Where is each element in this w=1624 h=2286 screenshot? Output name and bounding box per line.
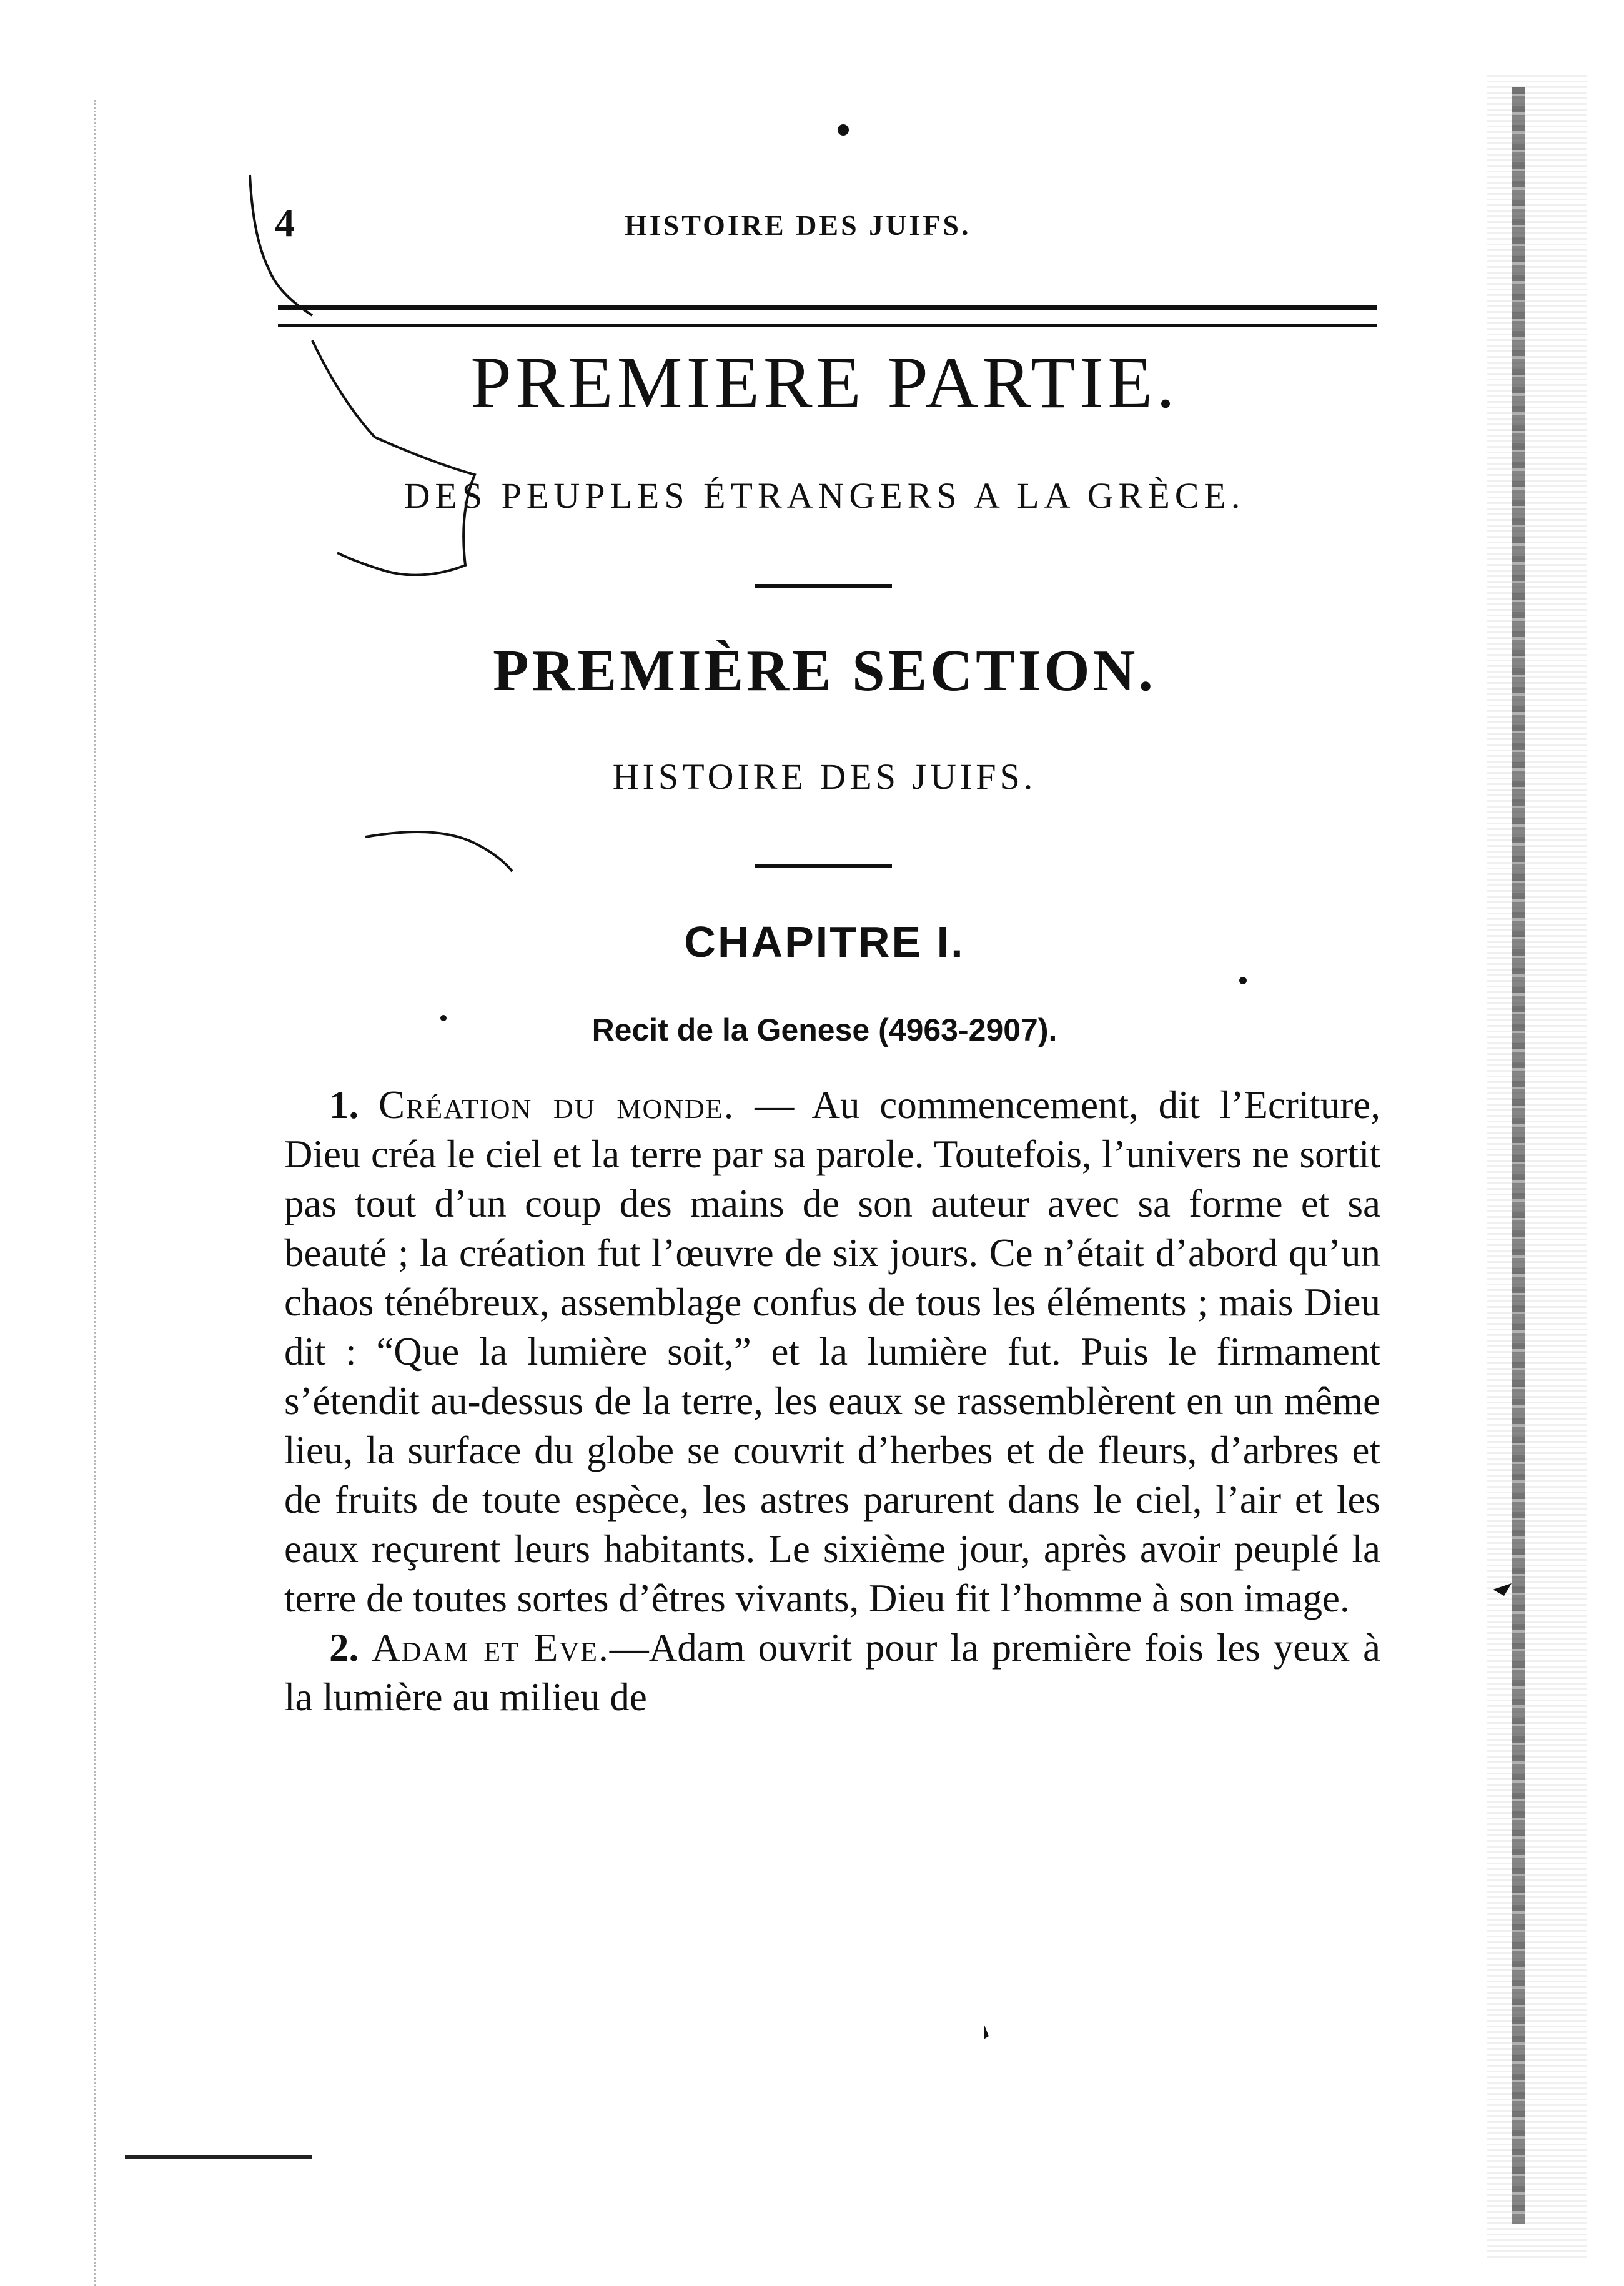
ink-dot (1239, 977, 1247, 984)
paragraph-text: — Au commencement, dit l’Ecriture, Dieu créa le ciel et la terre par sa parole. Toutefois, l’univers ne sortit pas tout d’un coup des mains de son auteur avec sa forme et sa beauté ; la création fut l’œuvre de six jours. Ce n’était d’abord qu’un chaos ténébreux, assemblage confus de tous les éléments ; mais Dieu dit : “Que la lumière soit,” et la lumière fut. Puis le firmament s’étendit au-dessus de la terre, les eaux se rassemblèrent en un même lieu, la surface du globe se couvrit d’herbes et de fleurs, d’arbres et de fruits de toute espèce, les astres parurent dans le ciel, l’air et les eaux reçurent leurs habitants. Le sixième jour, après avoir peuplé la terre de toutes sortes d’êtres vivants, Dieu fit l’homme à son image. (284, 1083, 1381, 1620)
chapter-subtitle: Recit de la Genese (4963-2907). (592, 1012, 1057, 1047)
paragraph-text: —Adam ouvrit pour la première fois les yeux à la lumière au milieu de (284, 1626, 1381, 1719)
section-title: PREMIÈRE SECTION. (493, 638, 1156, 703)
pen-stroke-middle (365, 832, 512, 871)
scan-right-edge (1487, 75, 1587, 2261)
scan-left-edge (94, 100, 121, 2286)
part-subtitle: DES PEUPLES ÉTRANGERS A LA GRÈCE. (404, 475, 1245, 516)
paragraph-number: 2. (329, 1626, 359, 1670)
paragraph-heading: Adam et Eve. (372, 1626, 610, 1670)
running-head (275, 200, 1399, 250)
scan-binding-shadow (1512, 87, 1525, 2224)
header-double-rule (278, 305, 1377, 327)
chapter-title: CHAPITRE I. (684, 918, 965, 966)
page-number: 4 (275, 200, 295, 245)
scan-bottom-mark (125, 2155, 312, 2159)
paragraph-number: 1. (329, 1083, 359, 1127)
chapter-divider-rule (755, 864, 892, 868)
ink-speck (984, 2024, 989, 2039)
body-text (284, 1081, 1380, 1722)
section-divider-rule (755, 584, 892, 588)
paragraph-adam-eve (284, 1623, 1380, 1722)
paragraph-heading: Création du monde. (379, 1083, 735, 1127)
section-subtitle: HISTOIRE DES JUIFS. (612, 756, 1037, 797)
ink-dot (838, 124, 849, 136)
paragraph-creation (284, 1081, 1380, 1623)
running-title: HISTOIRE DES JUIFS. (625, 209, 971, 241)
part-title: PREMIERE PARTIE. (470, 342, 1179, 423)
